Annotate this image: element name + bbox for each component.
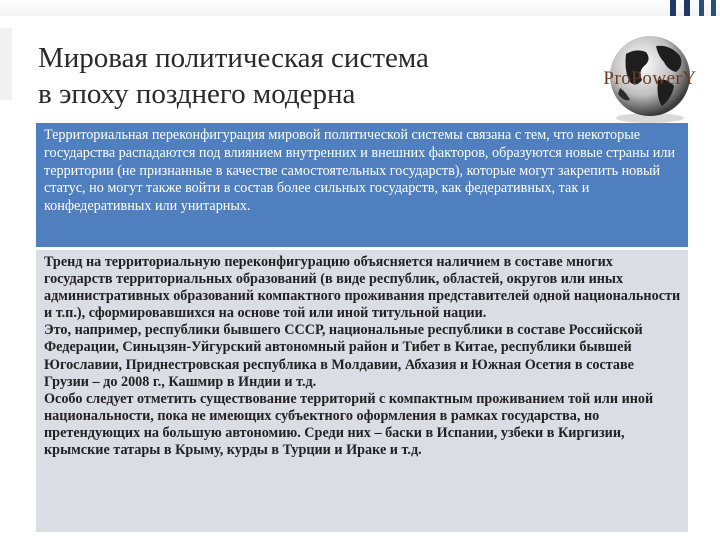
title-line-2: в эпоху позднего модерна (38, 78, 356, 110)
trend-text-2: Это, например, республики бывшего СССР, национальные республики в составе Российской Федерации, Синьцзян-Уйгурский автономный район и Тибет в Китае, республики бывшей Югославии, Приднестровская республика в Молдавии, Абхазия и Южная Осетия в составе Грузии – до 2008 г., Кашмир в Индии и т.д. (44, 322, 643, 390)
title-line-1: Мировая политическая система (38, 42, 429, 74)
trend-text-3: Особо следует отметить существование территорий с компактным проживанием той или иной национальности, пока не имеющих субъектного оформления в рамках государства, но претендующих на большую автономию. Среди них – баски в Испании, узбеки в Киргизии, крымские татары в Крыму, курды в Турции и Ираке и т.д. (44, 390, 654, 459)
definition-text: Территориальная переконфигурация мировой политической системы связана с тем, что некоторые государства распадаются под влиянием внутренних и внешних факторов, образуются новые страны или территории (не признанные в качестве самостоятельных государств), которые могут закрепить новый статус, но могут также войти в состав более сильных государств, как федеративных, так и конфедеративных или унитарных. (44, 127, 676, 215)
trend-panel (36, 250, 688, 532)
logo-text: ProPowerY (603, 68, 697, 89)
left-accent (0, 28, 12, 100)
definition-panel (36, 123, 688, 247)
top-bar (0, 0, 720, 16)
stripe (684, 0, 690, 16)
stripe (711, 0, 716, 16)
globe-logo-icon (596, 26, 704, 126)
stripe (699, 0, 704, 16)
slide-title (38, 40, 558, 112)
top-stripes (660, 0, 720, 16)
stripe (670, 0, 676, 16)
trend-text-1: Тренд на территориальную переконфигурацию объясняется наличием в составе многих государств территориальных образований (в виде республик, областей, округов или иных административных образований компактного проживания представителей одной национальности и т.п.), сформировавшихся на основе той или иной титульной нации. (44, 254, 681, 322)
